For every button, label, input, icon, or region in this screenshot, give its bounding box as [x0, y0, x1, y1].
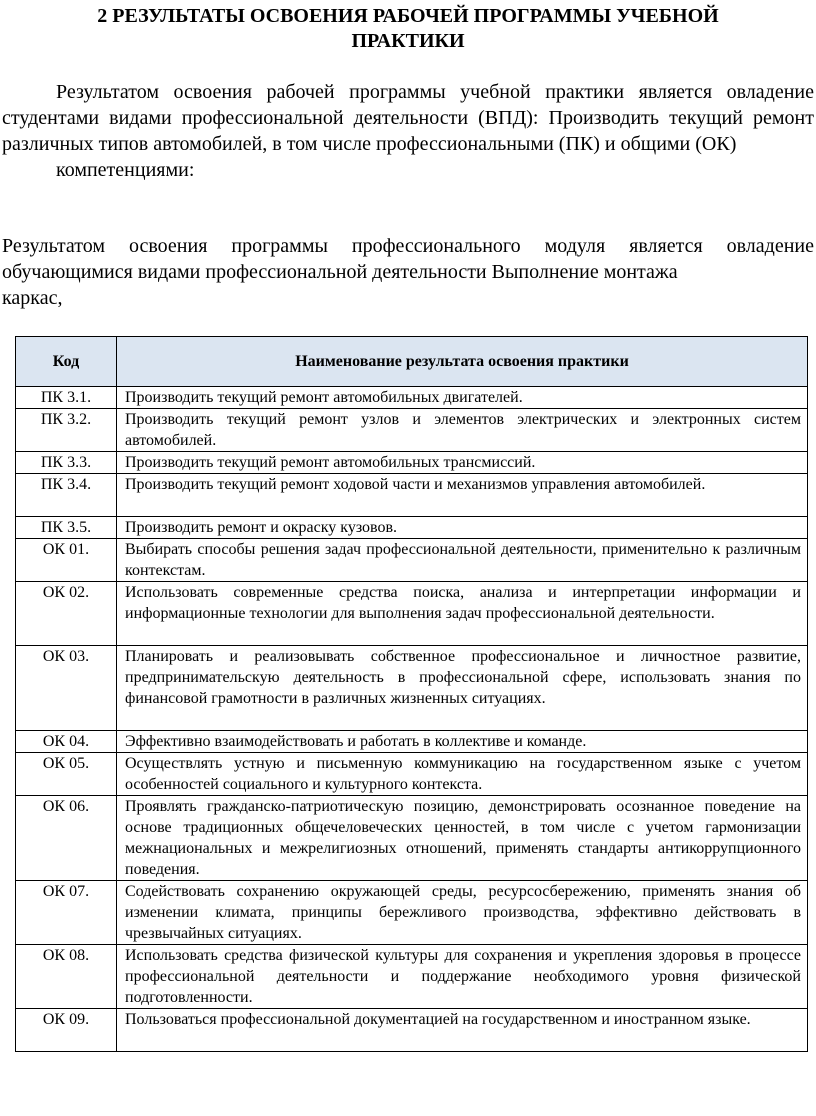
section-title-line-2: ПРАКТИКИ: [351, 30, 465, 52]
competency-code: ПК 3.4.: [16, 474, 117, 517]
table-row: [16, 881, 808, 945]
results-table-container: [15, 336, 807, 1052]
competency-description: Эффективно взаимодействовать и работать в коллективе и команде.: [117, 731, 808, 753]
intro-paragraph-last-line: компетенциями:: [56, 159, 195, 181]
intro-paragraph: [2, 79, 814, 183]
intro-paragraph-text: Результатом освоения рабочей программы учебной практики является овладение студентами видами профессиональной деятельности (ВПД): Производить текущий ремонт различных типов автомобилей, в том числе профессиональными (ПК) и общими (ОК): [2, 81, 814, 155]
competency-code: ПК 3.1.: [16, 387, 117, 409]
competency-code: ОК 06.: [16, 796, 117, 881]
competency-description: Пользоваться профессиональной документацией на государственном и иностранном языке.: [117, 1009, 808, 1052]
competency-description: Проявлять гражданско-патриотическую позицию, демонстрировать осознанное поведение на основе традиционных общечеловеческих ценностей, в том числе с учетом гармонизации межнациональных и межрелигиозных отношений, применять стандарты антикоррупционного поведения.: [117, 796, 808, 881]
table-row: [16, 452, 808, 474]
table-header-row: [16, 337, 808, 387]
competency-code: ПК 3.2.: [16, 409, 117, 452]
section-title-line-1: 2 РЕЗУЛЬТАТЫ ОСВОЕНИЯ РАБОЧЕЙ ПРОГРАММЫ УЧЕБНОЙ: [97, 5, 719, 27]
table-row: [16, 646, 808, 731]
module-paragraph: [2, 233, 814, 311]
table-row: [16, 582, 808, 646]
table-row: [16, 945, 808, 1009]
competency-description: Осуществлять устную и письменную коммуникацию на государственном языке с учетом особенностей социального и культурного контекста.: [117, 753, 808, 796]
competency-description: Производить текущий ремонт ходовой части и механизмов управления автомобилей.: [117, 474, 808, 517]
table-row: [16, 517, 808, 539]
table-row: [16, 387, 808, 409]
module-paragraph-text: Результатом освоения программы профессионального модуля является овладение обучающимися видами профессиональной деятельности Выполнение монтажа: [2, 235, 814, 283]
table-row: [16, 539, 808, 582]
table-row: [16, 1009, 808, 1052]
results-table: [15, 336, 808, 1052]
competency-description: Производить текущий ремонт автомобильных двигателей.: [117, 387, 808, 409]
competency-description: Содействовать сохранению окружающей среды, ресурсосбережению, применять знания об изменении климата, принципы бережливого производства, эффективно действовать в чрезвычайных ситуациях.: [117, 881, 808, 945]
competency-code: ПК 3.5.: [16, 517, 117, 539]
competency-description: Выбирать способы решения задач профессиональной деятельности, применительно к различным контекстам.: [117, 539, 808, 582]
competency-code: ОК 07.: [16, 881, 117, 945]
competency-description: Производить текущий ремонт автомобильных трансмиссий.: [117, 452, 808, 474]
section-title: [0, 4, 816, 54]
code-column-header: Код: [16, 337, 117, 387]
table-row: [16, 409, 808, 452]
competency-code: ОК 03.: [16, 646, 117, 731]
competency-code: ПК 3.3.: [16, 452, 117, 474]
competency-description: Производить ремонт и окраску кузовов.: [117, 517, 808, 539]
competency-code: ОК 05.: [16, 753, 117, 796]
competency-description: Использовать средства физической культуры для сохранения и укрепления здоровья в процессе профессиональной деятельности и поддержание необходимого уровня физической подготовленности.: [117, 945, 808, 1009]
table-row: [16, 796, 808, 881]
competency-code: ОК 04.: [16, 731, 117, 753]
competency-code: ОК 01.: [16, 539, 117, 582]
table-row: [16, 753, 808, 796]
competency-description: Производить текущий ремонт узлов и элементов электрических и электронных систем автомобилей.: [117, 409, 808, 452]
module-paragraph-last-line: каркас,: [2, 287, 63, 309]
competency-description: Использовать современные средства поиска, анализа и интерпретации информации и информационные технологии для выполнения задач профессиональной деятельности.: [117, 582, 808, 646]
table-row: [16, 731, 808, 753]
competency-code: ОК 09.: [16, 1009, 117, 1052]
competency-description: Планировать и реализовывать собственное профессиональное и личностное развитие, предпринимательскую деятельность в профессиональной сфере, использовать знания по финансовой грамотности в различных жизненных ситуациях.: [117, 646, 808, 731]
table-row: [16, 474, 808, 517]
competency-code: ОК 02.: [16, 582, 117, 646]
competency-code: ОК 08.: [16, 945, 117, 1009]
name-column-header: Наименование результата освоения практики: [117, 337, 808, 387]
